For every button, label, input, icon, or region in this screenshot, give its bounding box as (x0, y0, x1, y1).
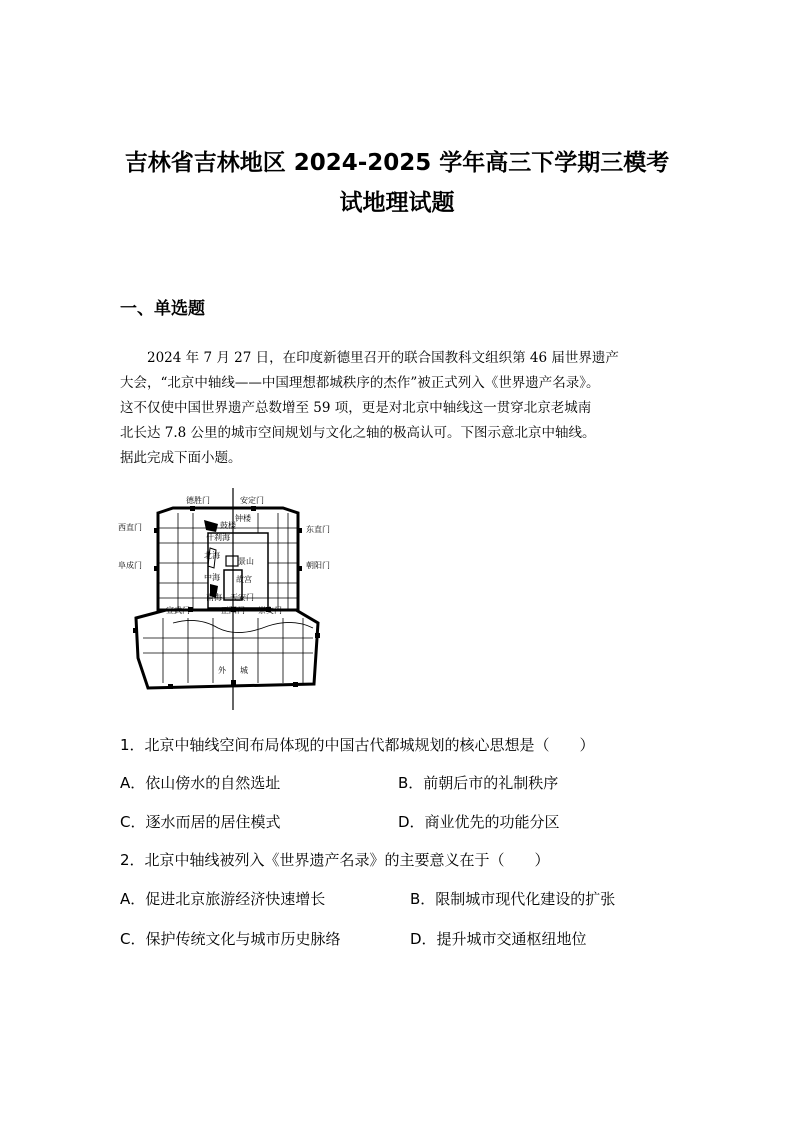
passage-line: 这不仅使中国世界遗产总数增至 59 项，更是对北京中轴线这一贯穿北京老城南 (120, 400, 592, 416)
question-1-option-c[interactable]: C．逐水而居的居住模式 (120, 813, 281, 831)
question-1-option-a[interactable]: A．依山傍水的自然选址 (120, 774, 281, 792)
label-gugong: 故宫 (236, 575, 252, 584)
label-zhonglou: 钟楼 (235, 514, 251, 523)
shichahai-lake (204, 520, 218, 532)
label-andingmen: 安定门 (240, 496, 264, 505)
label-gulou: 鼓楼 (220, 521, 236, 530)
question-1-option-b[interactable]: B．前朝后市的礼制秩序 (398, 774, 559, 792)
label-shichahai: 什刹海 (206, 533, 230, 542)
question-2-stem: 2．北京中轴线被列入《世界遗产名录》的主要意义在于（ ） (120, 851, 550, 869)
passage-line: 北长达 7.8 公里的城市空间规划与文化之轴的极高认可。下图示意北京中轴线。 (120, 425, 596, 441)
passage (120, 346, 680, 471)
question-1-option-d[interactable]: D．商业优先的功能分区 (398, 813, 560, 831)
label-deshengmen: 德胜门 (186, 496, 210, 505)
document-title-line-1: 吉林省吉林地区 2024-2025 学年高三下学期三模考 (124, 150, 670, 176)
label-fuchengmen: 阜成门 (118, 561, 142, 570)
label-tiananmen: 天安门 (230, 593, 254, 602)
passage-line: 大会，“北京中轴线——中国理想都城秩序的杰作”被正式列入《世界遗产名录》。 (120, 375, 600, 391)
question-2-option-c[interactable]: C．保护传统文化与城市历史脉络 (120, 930, 341, 948)
passage-line: 据此完成下面小题。 (120, 450, 242, 466)
question-2-option-d[interactable]: D．提升城市交通枢纽地位 (410, 930, 587, 948)
label-nanhai: 南海 (206, 593, 222, 602)
label-waicheng-1: 外 (218, 666, 226, 675)
label-xizhimen: 西直门 (118, 523, 142, 532)
question-1-stem: 1．北京中轴线空间布局体现的中国古代都城规划的核心思想是（ ） (120, 736, 595, 754)
label-jingshan: 景山 (238, 557, 254, 566)
label-chongwenmen: 崇文门 (258, 606, 282, 615)
label-dongzhimen: 东直门 (306, 525, 330, 534)
label-waicheng-2: 城 (240, 666, 248, 675)
document-title-line-2: 试地理试题 (339, 190, 455, 216)
question-2-option-a[interactable]: A．促进北京旅游经济快速增长 (120, 890, 326, 908)
section-heading: 一、单选题 (120, 299, 205, 319)
question-2-option-b[interactable]: B．限制城市现代化建设的扩张 (410, 890, 616, 908)
jingshan-park (226, 556, 238, 566)
passage-line: 2024 年 7 月 27 日，在印度新德里召开的联合国教科文组织第 46 届世界遗产 (147, 350, 619, 366)
label-zhengyangmen: 正阳门 (221, 606, 245, 615)
label-zhonghai: 中海 (204, 573, 220, 582)
label-beihai: 北海 (204, 551, 220, 560)
label-chaoyangmen: 朝阳门 (306, 561, 330, 570)
beijing-central-axis-map (118, 488, 340, 710)
label-xuanwumen: 宣武门 (166, 606, 190, 615)
